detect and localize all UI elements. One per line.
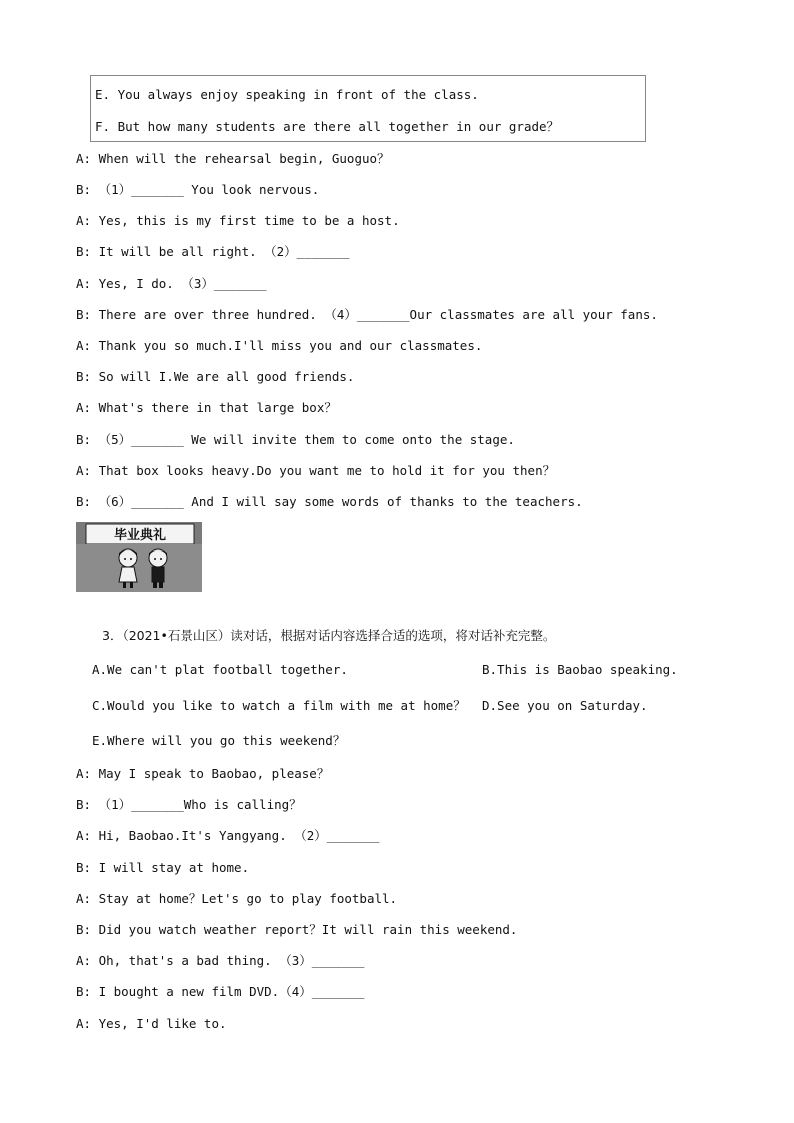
dialogue-line: A: Yes, this is my first time to be a host. (76, 213, 400, 228)
dialogue-line: B: （1）_______ You look nervous. (76, 182, 320, 197)
dialogue-line: B: （6）_______ And I will say some words of thanks to the teachers. (76, 494, 583, 509)
dialogue-line: A: When will the rehearsal begin, Guoguo？ (76, 151, 390, 166)
dialogue-line: A: Yes, I'd like to. (76, 1016, 227, 1031)
dialogue-line: B: Did you watch weather report？It will rain this weekend. (76, 922, 518, 937)
dialogue-line: A: What's there in that large box？ (76, 400, 337, 415)
option-c: C.Would you like to watch a film with me at home？ (92, 698, 466, 713)
question-heading: 3．（2021•石景山区）读对话，根据对话内容选择合适的选项，将对话补充完整。 (102, 628, 556, 643)
option-d: D.See you on Saturday. (482, 698, 648, 713)
options-box (90, 75, 646, 142)
dialogue-line: B: （1）_______Who is calling？ (76, 797, 302, 812)
dialogue-line: A: May I speak to Baobao, please？ (76, 766, 330, 781)
dialogue-line: B: It will be all right. （2）_______ (76, 244, 350, 259)
dialogue-line: A: Yes, I do. （3）_______ (76, 276, 267, 291)
banner-text: 毕业典礼 (113, 528, 167, 543)
dialogue-line: B: So will I.We are all good friends. (76, 369, 355, 384)
dialogue-line: A: That box looks heavy.Do you want me to hold it for you then？ (76, 463, 556, 478)
dialogue-line: A: Thank you so much.I'll miss you and our classmates. (76, 338, 483, 353)
dialogue-line: A: Hi, Baobao.It's Yangyang. （2）_______ (76, 828, 380, 843)
dialogue-line: B: I will stay at home. (76, 860, 250, 875)
graduation-illustration (76, 522, 202, 592)
dialogue-line: B: There are over three hundred. （4）_______Our classmates are all your fans. (76, 307, 658, 322)
option-e: E. You always enjoy speaking in front of the class. (95, 87, 479, 102)
dialogue-line: B: （5）_______ We will invite them to come onto the stage. (76, 432, 515, 447)
option-e: E.Where will you go this weekend？ (92, 733, 346, 748)
dialogue-line: A: Stay at home？Let's go to play football. (76, 891, 398, 906)
option-f: F. But how many students are there all together in our grade？ (95, 119, 560, 134)
dialogue-line: A: Oh, that's a bad thing. （3）_______ (76, 953, 365, 968)
dialogue-line: B: I bought a new film DVD.（4）_______ (76, 984, 365, 999)
option-b: B.This is Baobao speaking. (482, 662, 678, 677)
option-a: A.We can't plat football together. (92, 662, 348, 677)
